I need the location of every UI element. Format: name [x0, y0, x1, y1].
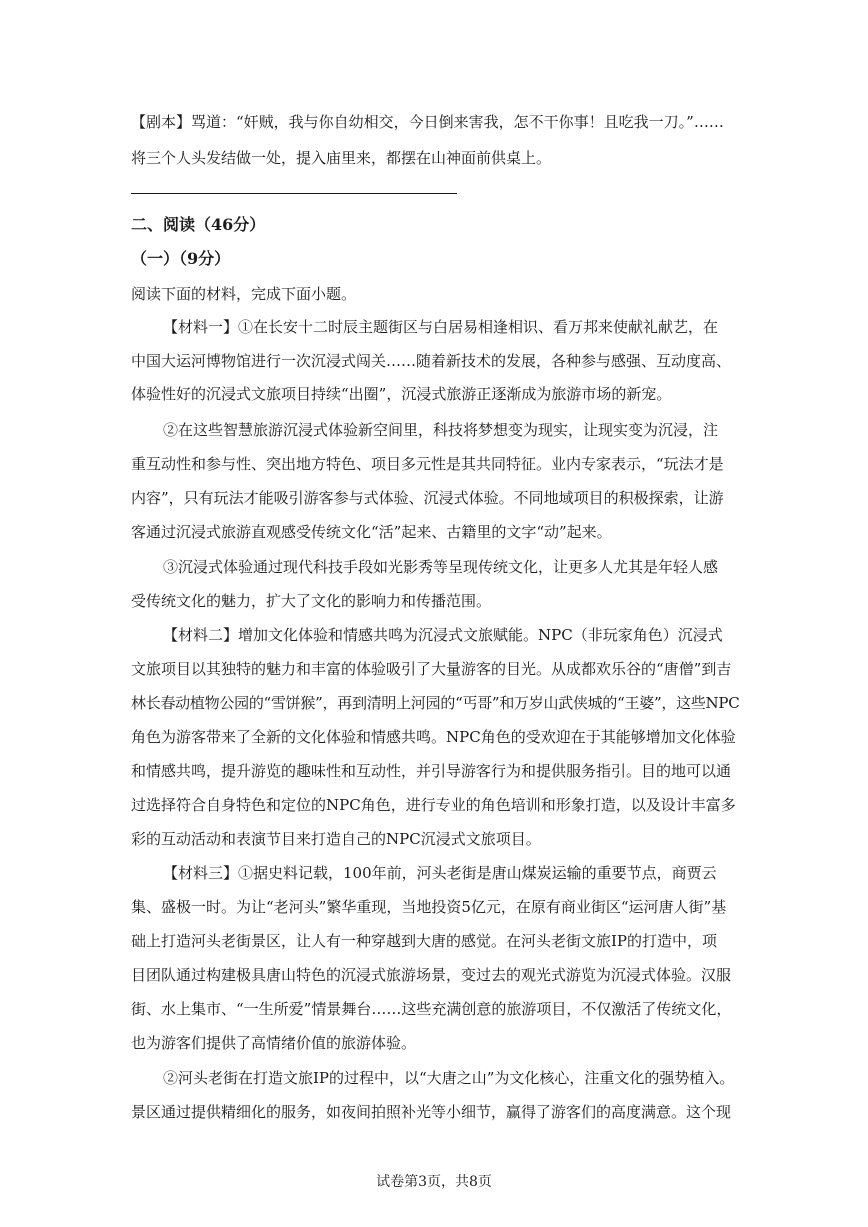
material2-line: 角色为游客带来了全新的文化体验和情感共鸣。NPC角色的受欢迎在于其能够增加文化体验: [131, 728, 736, 746]
section-heading: 二、阅读（46分）: [131, 215, 266, 234]
material2-line: 和情感共鸣，提升游览的趣味性和互动性，并引导游客行为和提供服务指引。目的地可以通: [131, 762, 732, 780]
material2-line: 文旅项目以其独特的魅力和丰富的体验吸引了大量游客的目光。从成都欢乐谷的“唐僧”到吉: [131, 660, 732, 678]
material2-line: 林长春动植物公园的“雪饼猴”，再到清明上河园的“丐哥”和万岁山武侠城的“王婆”，这些NPC: [131, 694, 740, 712]
material3-line: 【材料三】①据史料记载，100年前，河头老街是唐山煤炭运输的重要节点，商贾云: [163, 864, 717, 882]
script-excerpt-line-2: 将三个人头发结做一处，提入庙里来，都摆在山神面前供桌上。: [131, 149, 552, 167]
material3-line: ②河头老街在打造文旅IP的过程中，以“大唐之山”为文化核心，注重文化的强势植入。: [163, 1069, 735, 1087]
material3-line: 街、水上集市、“一生所爱”情景舞台……这些充满创意的旅游项目，不仅激活了传统文化，: [131, 1000, 732, 1018]
script-excerpt-line-1: 【剧本】骂道：“奸贼，我与你自幼相交，今日倒来害我，怎不干你事！且吃我一刀。”……: [131, 113, 724, 131]
material2-line: 彩的互动活动和表演节目来打造自己的NPC沉浸式文旅项目。: [131, 830, 541, 848]
material1-line: 受传统文化的魅力，扩大了文化的影响力和传播范围。: [131, 592, 492, 610]
material3-line: 础上打造河头老街景区，让人有一种穿越到大唐的感觉。在河头老街文旅IP的打造中，项: [131, 932, 718, 950]
material2-line: 过选择符合自身特色和定位的NPC角色，进行专业的角色培训和形象打造，以及设计丰富多: [131, 796, 736, 814]
material3-line: 目团队通过构建极具唐山特色的沉浸式旅游场景，变过去的观光式游览为沉浸式体验。汉服: [131, 966, 732, 984]
subsection-heading: （一）（9分）: [131, 249, 231, 268]
material3-line: 也为游客们提供了高情绪价值的旅游体验。: [131, 1034, 417, 1052]
material1-line: 内容”，只有玩法才能吸引游客参与式体验、沉浸式体验。不同地域项目的积极探索，让游: [131, 489, 724, 507]
answer-underline: [131, 193, 457, 194]
page-footer: 试卷第3页，共8页: [376, 1174, 492, 1190]
material3-line: 景区通过提供精细化的服务，如夜间拍照补光等小细节，赢得了游客们的高度满意。这个现: [131, 1103, 732, 1121]
material1-line: ②在这些智慧旅游沉浸式体验新空间里，科技将梦想变为现实，让现实变为沉浸，注: [163, 421, 719, 439]
material2-line: 【材料二】增加文化体验和情感共鸣为沉浸式文旅赋能。NPC（非玩家角色）沉浸式: [163, 626, 723, 644]
material1-line: 体验性好的沉浸式文旅项目持续“出圈”，沉浸式旅游正逐渐成为旅游市场的新宠。: [131, 385, 672, 403]
material1-line: 【材料一】①在长安十二时辰主题街区与白居易相逢相识、看万邦来使献礼献艺，在: [163, 318, 719, 336]
material1-line: 客通过沉浸式旅游直观感受传统文化“活”起来、古籍里的文字“动”起来。: [131, 523, 612, 541]
material1-line: 重互动性和参与性、突出地方特色、项目多元性是其共同特征。业内专家表示，“玩法才是: [131, 455, 724, 473]
material1-line: ③沉浸式体验通过现代科技手段如光影秀等呈现传统文化，让更多人尤其是年轻人感: [163, 558, 719, 576]
material1-line: 中国大运河博物馆进行一次沉浸式闯关……随着新技术的发展，各种参与感强、互动度高、: [131, 352, 732, 370]
material3-line: 集、盛极一时。为让“老河头”繁华重现，当地投资5亿元，在原有商业街区“运河唐人街”基: [131, 898, 727, 916]
reading-instruction: 阅读下面的材料，完成下面小题。: [131, 285, 357, 303]
